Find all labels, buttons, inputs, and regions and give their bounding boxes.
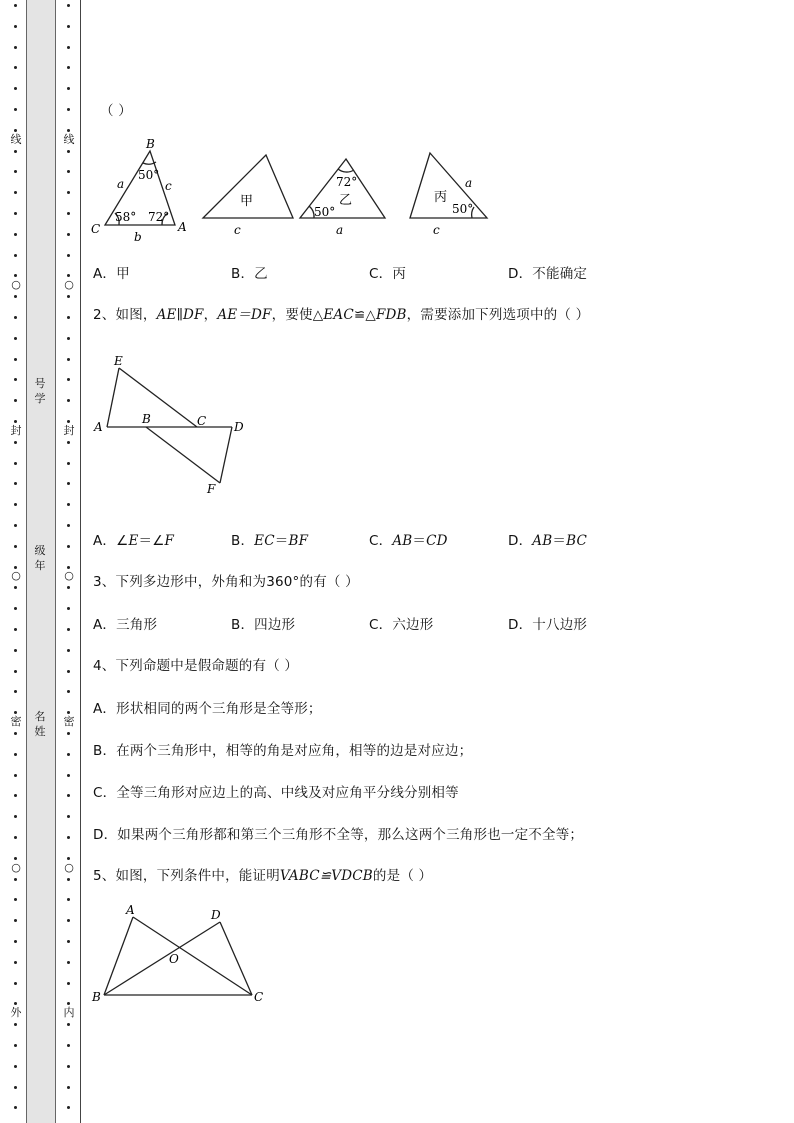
q2-stem: 2、如图，AE∥DF，AE＝DF，要使△EAC≌△FDB，需要添加下列选项中的（ ）	[93, 307, 590, 323]
student-number-label: 号学	[34, 377, 46, 405]
q5-stem: 5、如图，下列条件中，能证明VABC≌VDCB的是（ ）	[93, 868, 433, 884]
label-F: F	[207, 482, 216, 496]
q1-option-d[interactable]: D．不能确定	[508, 266, 588, 282]
grade-label: 级年	[34, 544, 46, 572]
margin-rule	[80, 0, 81, 1123]
label-D: D	[234, 420, 244, 434]
q3-option-b[interactable]: B．四边形	[231, 617, 296, 633]
label-c: c	[165, 179, 172, 193]
label-E: E	[114, 354, 123, 368]
inner-mark-inside: 内	[63, 1006, 75, 1019]
label-C: C	[197, 414, 207, 428]
angle-left: 50°	[314, 205, 336, 219]
outer-mark-outside: 外	[10, 1006, 22, 1019]
outer-mark-line: 线	[10, 133, 22, 146]
q1-figure	[88, 133, 508, 243]
q5-figure	[88, 898, 273, 1013]
q1-option-c[interactable]: C．丙	[369, 266, 407, 282]
label-bing: 丙	[434, 190, 448, 205]
label-side-c: c	[234, 223, 241, 237]
angle-50: 50°	[452, 202, 474, 216]
label-b: b	[134, 230, 142, 243]
q4-option-c[interactable]: C．全等三角形对应边上的高、中线及对应角平分线分别相等	[93, 785, 459, 801]
label-C: C	[91, 222, 101, 236]
outer-mark-seal: 封	[10, 424, 22, 437]
q4-option-a[interactable]: A．形状相同的两个三角形是全等形；	[93, 701, 322, 717]
outer-mark-circle: ○	[9, 569, 23, 582]
inner-mark-secret: 密	[63, 715, 75, 728]
q1-option-a[interactable]: A．甲	[93, 266, 130, 282]
inner-mark-circle: ○	[62, 278, 76, 291]
angle-A: 72°	[148, 210, 170, 224]
label-a: a	[117, 177, 125, 191]
label-side-c: c	[433, 223, 440, 237]
q2-option-c[interactable]: C．AB＝CD	[369, 533, 448, 549]
label-jia: 甲	[240, 194, 254, 209]
label-D: D	[211, 908, 221, 922]
label-yi: 乙	[339, 193, 353, 208]
label-B: B	[142, 412, 151, 426]
q3-option-d[interactable]: D．十八边形	[508, 617, 588, 633]
q1-stem: （ ）	[100, 103, 132, 119]
q3-stem: 3、下列多边形中，外角和为360°的有（ ）	[93, 574, 359, 590]
inner-mark-line: 线	[63, 133, 75, 146]
angle-B: 50°	[138, 168, 160, 182]
label-A: A	[126, 903, 135, 917]
label-C: C	[254, 990, 264, 1004]
q3-option-a[interactable]: A．三角形	[93, 617, 158, 633]
label-O: O	[169, 952, 179, 966]
angle-top: 72°	[336, 175, 358, 189]
q4-stem: 4、下列命题中是假命题的有（ ）	[93, 658, 299, 674]
outer-mark-secret: 密	[10, 715, 22, 728]
outer-mark-circle: ○	[9, 861, 23, 874]
label-A: A	[94, 420, 103, 434]
q4-option-b[interactable]: B．在两个三角形中，相等的角是对应角，相等的边是对应边；	[93, 743, 473, 759]
name-label: 名姓	[34, 710, 46, 738]
label-B: B	[92, 990, 101, 1004]
outer-mark-circle: ○	[9, 278, 23, 291]
q2-figure	[90, 352, 260, 497]
binding-margin	[0, 0, 82, 1123]
inner-mark-circle: ○	[62, 569, 76, 582]
triangle-bing	[410, 153, 487, 218]
q4-option-d[interactable]: D．如果两个三角形都和第三个三角形不全等，那么这两个三角形也一定不全等；	[93, 827, 584, 843]
label-side-a: a	[336, 223, 344, 237]
q1-option-b[interactable]: B．乙	[231, 266, 268, 282]
angle-C: 58°	[115, 210, 137, 224]
inner-mark-seal: 封	[63, 424, 75, 437]
q2-option-b[interactable]: B．EC＝BF	[231, 533, 309, 549]
q2-option-a[interactable]: A．∠E＝∠F	[93, 533, 175, 549]
label-A: A	[178, 220, 187, 234]
label-B: B	[146, 137, 155, 151]
q3-option-c[interactable]: C．六边形	[369, 617, 434, 633]
label-side-a: a	[465, 176, 473, 190]
q2-option-d[interactable]: D．AB＝BC	[508, 533, 587, 549]
inner-mark-circle: ○	[62, 861, 76, 874]
